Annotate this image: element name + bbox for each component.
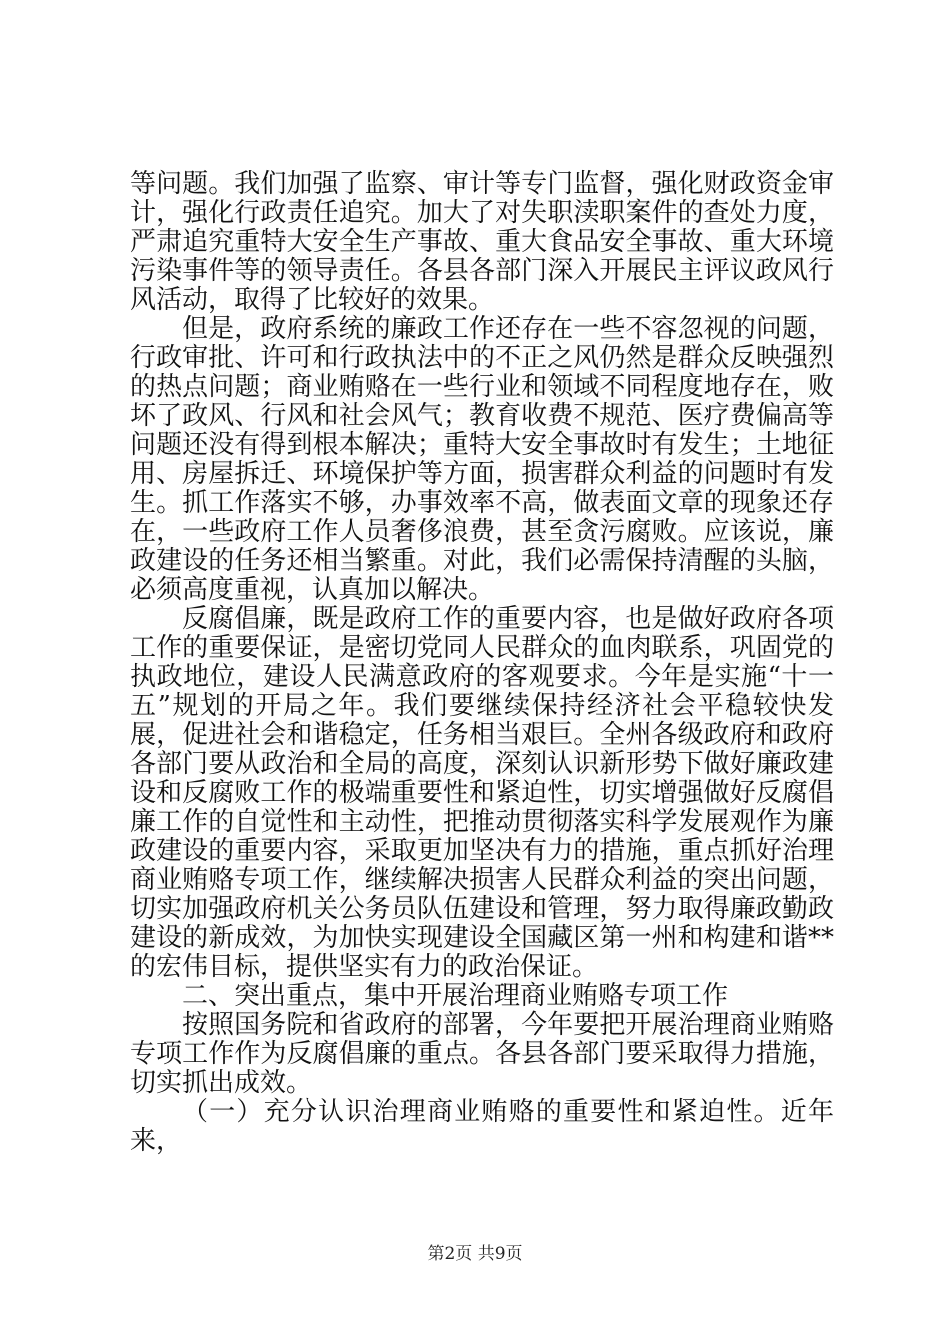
paragraph-deployment: 按照国务院和省政府的部署，今年要把开展治理商业贿赂专项工作作为反腐倡廉的重点。各县各部门要采取得力措施，切实抓出成效。 — [130, 1010, 834, 1098]
paragraph-subsection-one: （一）充分认识治理商业贿赂的重要性和紧迫性。近年来， — [130, 1097, 834, 1156]
paragraph-anticorruption: 反腐倡廉，既是政府工作的重要内容，也是做好政府各项工作的重要保证，是密切党同人民群众的血肉联系，巩固党的执政地位，建设人民满意政府的客观要求。今年是实施“十一五”规划的开局之年。我们要继续保持经济社会平稳较快发展，促进社会和谐稳定，任务相当艰巨。全州各级政府和政府各部门要从政治和全局的高度，深刻认识新形势下做好廉政建设和反腐败工作的极端重要性和紧迫性，切实增强做好反腐倡廉工作的自觉性和主动性，把推动贯彻落实科学发展观作为廉政建设的重要内容，采取更加坚决有力的措施，重点抓好治理商业贿赂专项工作，继续解决损害人民群众利益的突出问题，切实加强政府机关公务员队伍建设和管理，努力取得廉政勤政建设的新成效，为加快实现建设全国藏区第一州和构建和谐**的宏伟目标，提供坚实有力的政治保证。 — [130, 604, 834, 982]
page-number-footer: 第2页 共9页 — [427, 1244, 523, 1264]
paragraph-problems: 但是，政府系统的廉政工作还存在一些不容忽视的问题，行政审批、许可和行政执法中的不正之风仍然是群众反映强烈的热点问题；商业贿赂在一些行业和领域不同程度地存在，败坏了政风、行风和社会风气；教育收费不规范、医疗费偏高等问题还没有得到根本解决；重特大安全事故时有发生；土地征用、房屋拆迁、环境保护等方面，损害群众利益的问题时有发生。抓工作落实不够，办事效率不高，做表面文章的现象还存在，一些政府工作人员奢侈浪费，甚至贪污腐败。应该说，廉政建设的任务还相当繁重。对此，我们必需保持清醒的头脑，必须高度重视，认真加以解决。 — [130, 314, 834, 605]
section-heading: 二、突出重点，集中开展治理商业贿赂专项工作 — [182, 981, 729, 1011]
paragraph-continuation: 等问题。我们加强了监察、审计等专门监督，强化财政资金审计，强化行政责任追究。加大了对失职渎职案件的查处力度，严肃追究重特大安全生产事故、重大食品安全事故、重大环境污染事件等的领导责任。各县各部门深入开展民主评议政风行风活动，取得了比较好的效果。 — [130, 169, 834, 315]
document-body — [130, 170, 834, 1156]
